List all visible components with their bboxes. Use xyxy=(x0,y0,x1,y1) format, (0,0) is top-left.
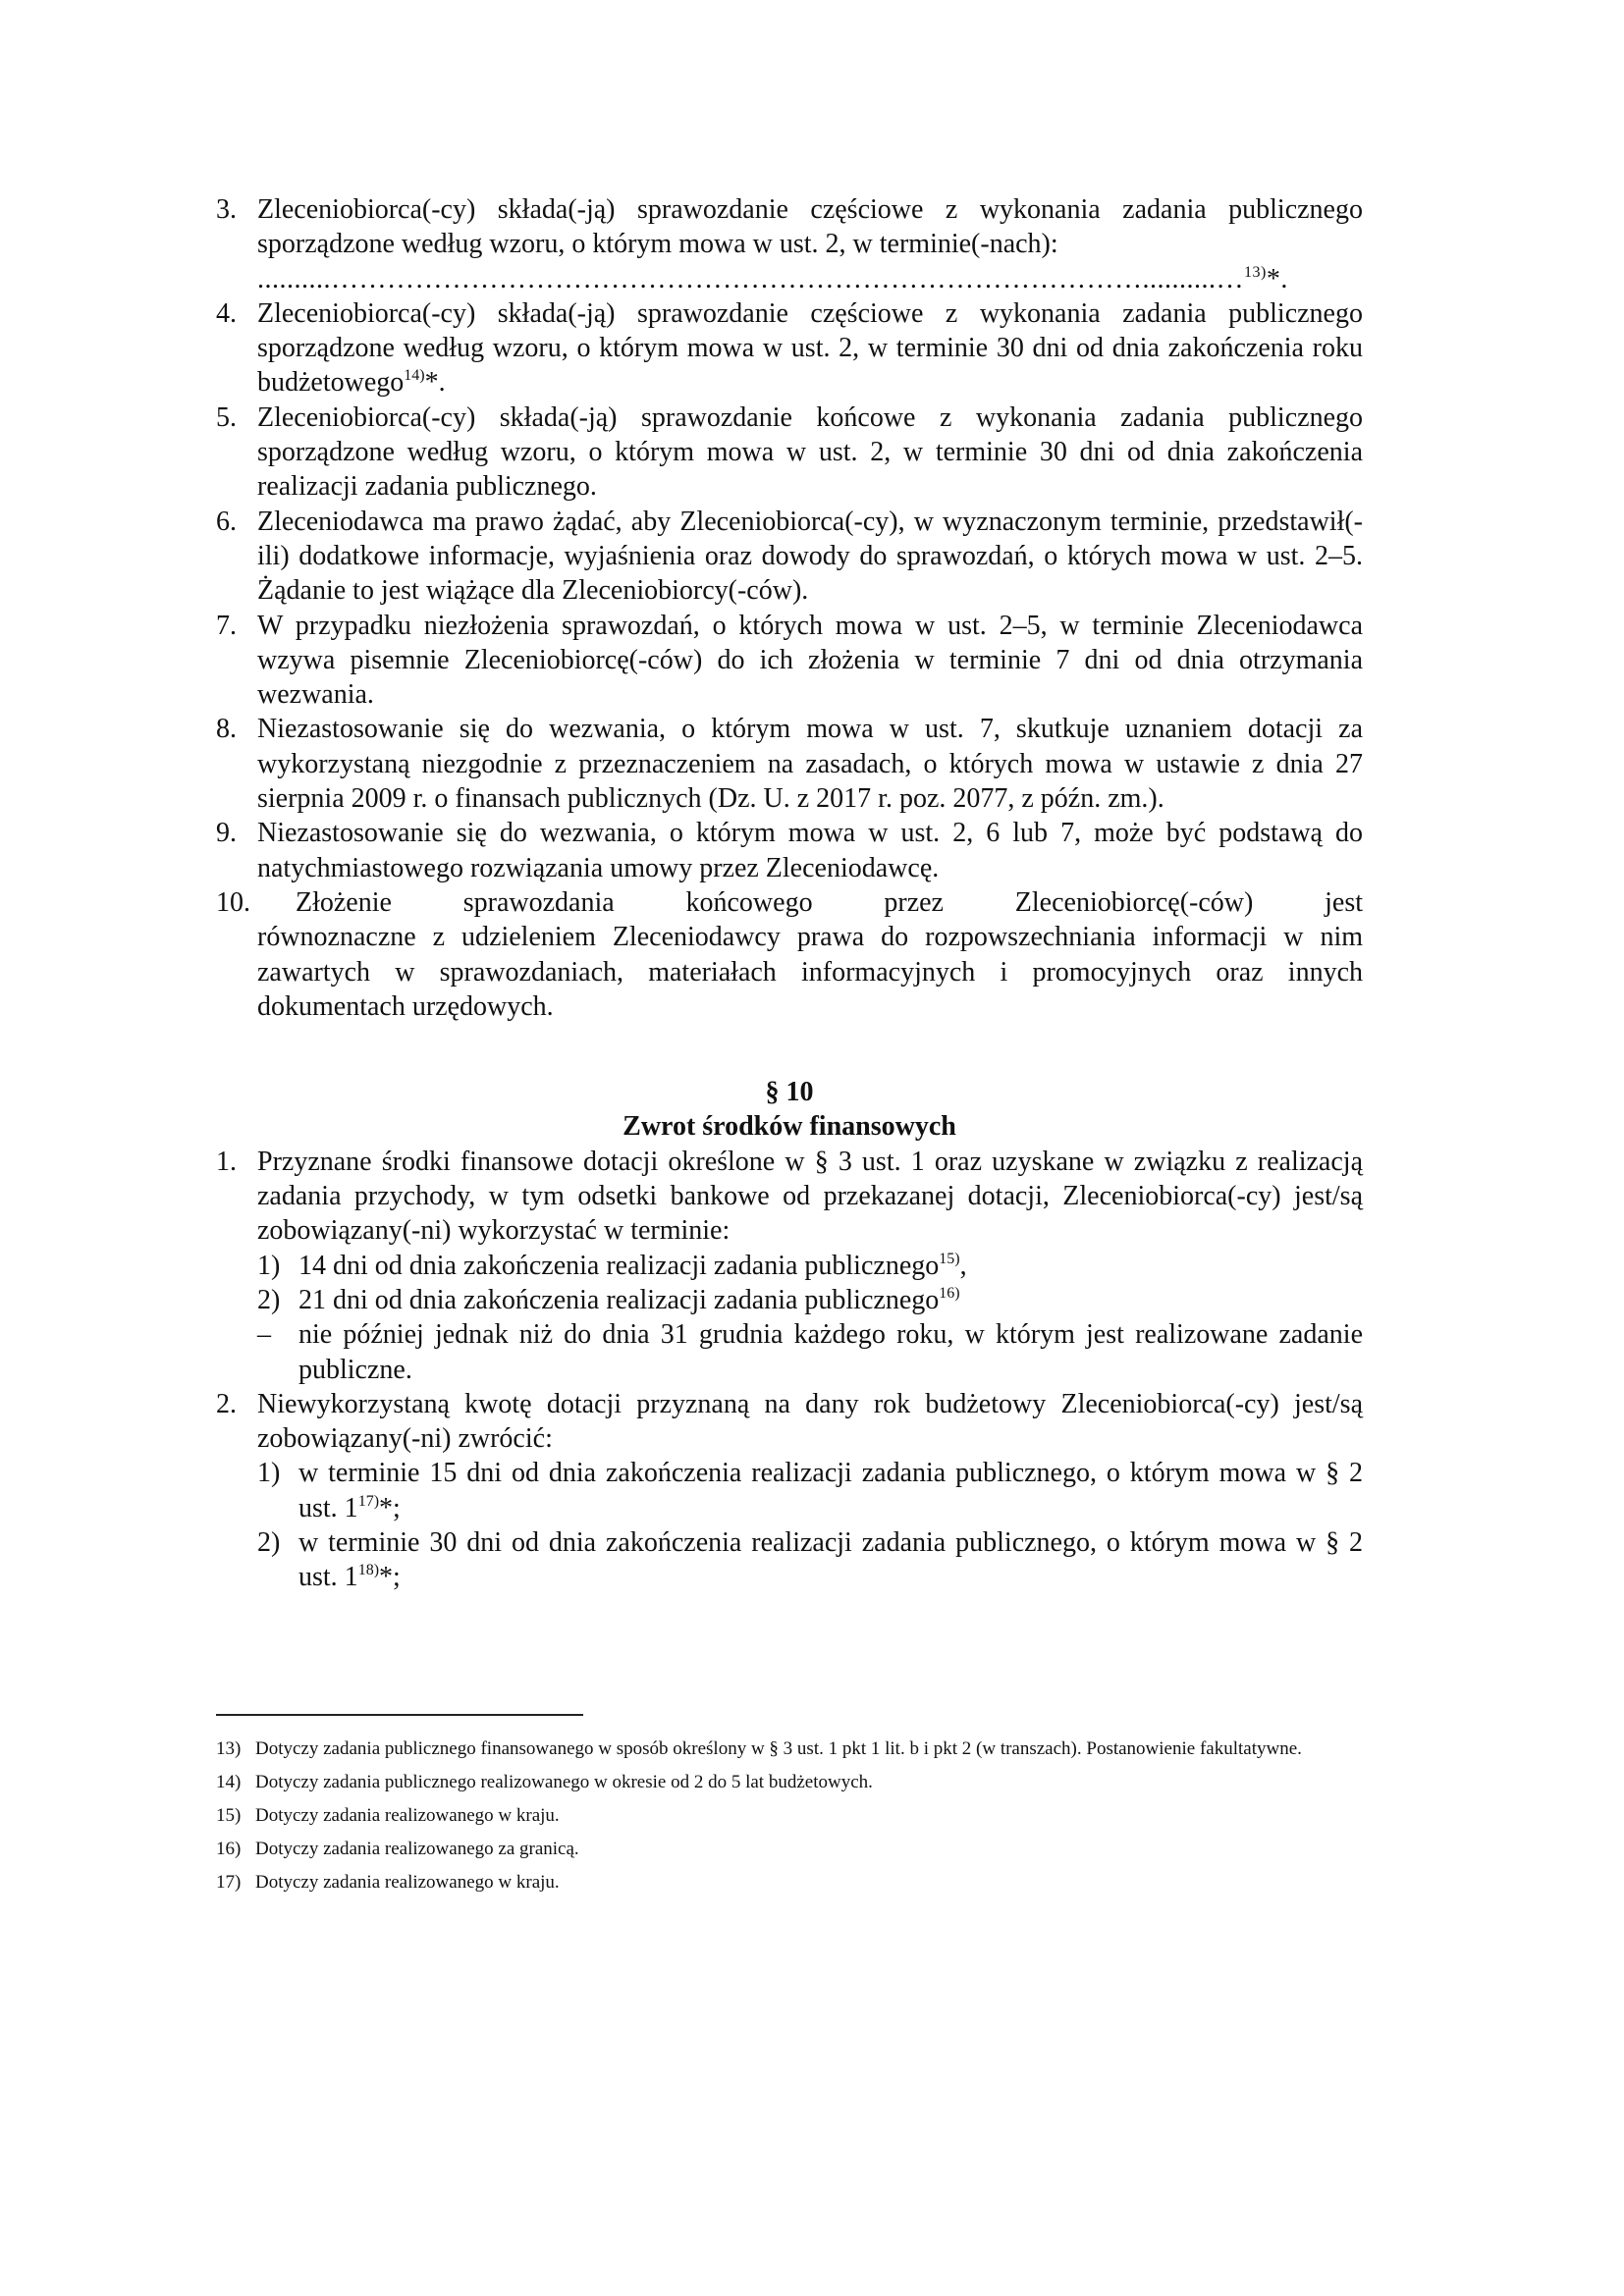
sub-item-number: 2) xyxy=(257,1284,281,1315)
footnote-ref: 16) xyxy=(939,1284,960,1302)
footnote-text: Dotyczy zadania realizowanego w kraju. xyxy=(255,1872,560,1893)
item-text: Niezastosowanie się do wezwania, o którym mowa w ust. 7, skutkuje uznaniem dotacji za wykorzystaną niezgodnie z przeznaczeniem na zasadach, o których mowa w ustawie z dnia 27 sierpnia 2009 r. o finansach publicznych (Dz. U. z 2017 r. poz. 2077, z późn. zm.). xyxy=(257,714,1363,815)
sub-item-tail: , xyxy=(959,1250,967,1281)
list-item xyxy=(216,505,1363,609)
dash-mark: – xyxy=(257,1319,271,1351)
dotted-fill-line xyxy=(257,262,1363,296)
footnote-ref: 15) xyxy=(939,1250,960,1267)
dash-item xyxy=(257,1317,1363,1387)
section-heading xyxy=(216,1075,1363,1145)
footnote-text: Dotyczy zadania publicznego finansowanego w sposób określony w § 3 ust. 1 pkt 1 lit. b i pkt 2 (w transzach). Postanowienie fakultatywne. xyxy=(255,1738,1302,1759)
footnote xyxy=(216,1771,1363,1794)
sub-item-text: w terminie 15 dni od dnia zakończenia realizacji zadania publicznego, o którym mowa w § 2 ust. 1 xyxy=(298,1458,1363,1523)
item-number: 8. xyxy=(216,714,237,745)
sub-item xyxy=(257,1249,1363,1283)
section-number: § 10 xyxy=(765,1077,814,1108)
list-item xyxy=(216,816,1363,885)
list-item xyxy=(216,609,1363,713)
list-item xyxy=(216,712,1363,816)
item-text: Zleceniodawca ma prawo żądać, aby Zleceniobiorca(-cy), w wyznaczonym terminie, przedstawił(-ili) dodatkowe informacje, wyjaśnienia oraz dowody do sprawozdań, o których mowa w ust. 2–5. Żądanie to jest wiążące dla Zleceniobiorcy(-ców). xyxy=(257,506,1363,607)
sub-item-text: w terminie 30 dni od dnia zakończenia realizacji zadania publicznego, o którym mowa w § 2 ust. 1 xyxy=(298,1526,1363,1593)
sub-item-number: 1) xyxy=(257,1458,281,1489)
sub-item-number: 1) xyxy=(257,1250,281,1281)
footnote-text: Dotyczy zadania realizowanego za granicą. xyxy=(255,1839,579,1859)
item-first-line xyxy=(216,885,1363,920)
item-text: W przypadku niezłożenia sprawozdań, o których mowa w ust. 2–5, w terminie Zleceniodawca wzywa pisemnie Zleceniobiorcę(-ców) do ich złożenia w terminie 7 dni od dnia otrzymania wezwania. xyxy=(257,610,1363,711)
footnote-text: Dotyczy zadania realizowanego w kraju. xyxy=(255,1805,560,1826)
footnote-number: 13) xyxy=(216,1738,242,1759)
list-item xyxy=(216,885,1363,1024)
item-text: Niewykorzystaną kwotę dotacji przyznaną na dany rok budżetowy Zleceniobiorca(-cy) jest/są zobowiązany(-ni) zwrócić: xyxy=(257,1388,1363,1455)
item-number: 10. xyxy=(216,886,250,918)
footnote-ref: 18) xyxy=(357,1562,380,1579)
footnote xyxy=(216,1871,1363,1895)
sub-item-number: 2) xyxy=(257,1526,281,1558)
footnote-number: 16) xyxy=(216,1839,242,1859)
sub-item xyxy=(257,1456,1363,1525)
section-list-item xyxy=(216,1145,1363,1387)
dotted-fill: ..........……………………………………………………………………………..........… xyxy=(257,263,1244,294)
item-tail: *. xyxy=(424,367,446,399)
main-text xyxy=(216,192,1363,1595)
footnote-number: 15) xyxy=(216,1805,242,1826)
item-text: równoznaczne z udzieleniem Zleceniodawcy prawa do rozpowszechniania informacji w nim zawartych w sprawozdaniach, materiałach informacyjnych i promocyjnych oraz innych dokumentach urzędowych. xyxy=(257,922,1363,1022)
sub-item-text: 21 dni od dnia zakończenia realizacji zadania publicznego xyxy=(298,1284,940,1315)
item-number: 2. xyxy=(216,1388,237,1419)
sub-item-tail: *; xyxy=(379,1492,401,1523)
sub-item xyxy=(257,1283,1363,1317)
item-text: Zleceniobiorca(-cy) składa(-ją) sprawozdanie częściowe z wykonania zadania publicznego sporządzone według wzoru, o którym mowa w ust. 2, w terminie 30 dni od dnia zakończenia roku budżetowego xyxy=(257,297,1363,399)
item-number: 3. xyxy=(216,194,237,225)
footnote-number: 17) xyxy=(216,1872,242,1893)
footnote-separator xyxy=(216,1714,583,1716)
item-text: Przyznane środki finansowe dotacji określone w § 3 ust. 1 oraz uzyskane w związku z realizacją zadania przychody, w tym odsetki bankowe od przekazanej dotacji, Zleceniobiorca(-cy) jest/są zobowiązany(-ni) wykorzystać w terminie: xyxy=(257,1146,1363,1247)
item-number: 7. xyxy=(216,610,237,641)
list-item xyxy=(216,192,1363,296)
section-list-item xyxy=(216,1387,1363,1595)
item-number: 1. xyxy=(216,1146,237,1177)
list-item xyxy=(216,400,1363,505)
dash-item-text: nie później jednak niż do dnia 31 grudnia każdego roku, w którym jest realizowane zadanie publiczne. xyxy=(298,1319,1363,1385)
sub-item-tail: *; xyxy=(379,1562,401,1593)
sub-item xyxy=(257,1525,1363,1595)
footnote-ref: 14) xyxy=(404,367,425,385)
footnotes xyxy=(216,1737,1363,1904)
item-text: Zleceniobiorca(-cy) składa(-ją) sprawozdanie końcowe z wykonania zadania publicznego sporządzone według wzoru, o którym mowa w ust. 2, w terminie 30 dni od dnia zakończenia realizacji zadania publicznego. xyxy=(257,401,1363,503)
footnote-text: Dotyczy zadania publicznego realizowanego w okresie od 2 do 5 lat budżetowych. xyxy=(255,1772,873,1792)
footnote-ref: 17) xyxy=(357,1492,380,1510)
item-number: 5. xyxy=(216,401,237,433)
item-text: Zleceniobiorca(-cy) składa(-ją) sprawozdanie częściowe z wykonania zadania publicznego sporządzone według wzoru, o którym mowa w ust. 2, w terminie(-nach): xyxy=(257,194,1363,260)
footnote-number: 14) xyxy=(216,1772,242,1792)
item-text: Niezastosowanie się do wezwania, o którym mowa w ust. 2, 6 lub 7, może być podstawą do natychmiastowego rozwiązania umowy przez Zleceniodawcę. xyxy=(257,818,1363,883)
section-title: Zwrot środków finansowych xyxy=(623,1111,956,1143)
item-number: 6. xyxy=(216,506,237,537)
footnote xyxy=(216,1737,1363,1761)
item-first-text: Złożenie sprawozdania końcowego przez Zleceniobiorcę(-ców) jest xyxy=(296,886,1363,918)
footnote xyxy=(216,1804,1363,1828)
item-number: 4. xyxy=(216,297,237,329)
footnote xyxy=(216,1838,1363,1861)
footnote-ref: 13) xyxy=(1244,263,1267,281)
item-number: 9. xyxy=(216,818,237,849)
sub-item-text: 14 dni od dnia zakończenia realizacji zadania publicznego xyxy=(298,1250,940,1281)
list-item xyxy=(216,296,1363,400)
item-tail: *. xyxy=(1266,263,1288,294)
